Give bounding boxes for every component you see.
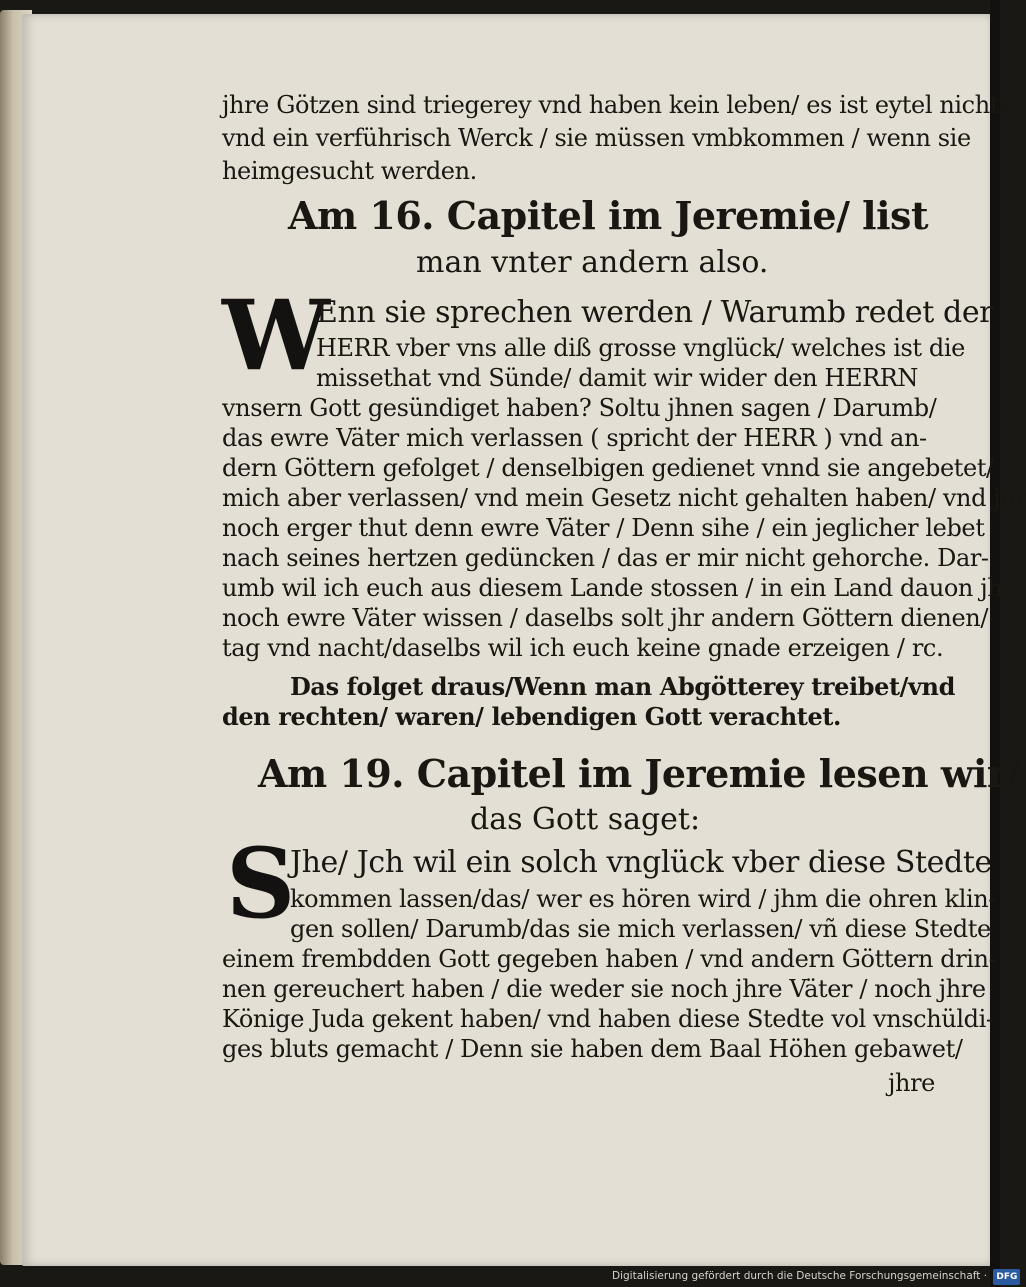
text-line: nen gereuchert haben / die weder sie noch jhre Väter / noch jhre (222, 975, 986, 1003)
catchword: jhre (888, 1069, 935, 1097)
text-line: mich aber verlassen/ vnd mein Gesetz nicht gehalten haben/ vnd jhr (222, 484, 1026, 512)
text-line: missethat vnd Sünde/ damit wir wider den HERRN (316, 364, 919, 392)
footer-credit (612, 1268, 1018, 1284)
text-line: kommen lassen/das/ wer es hören wird / jhm die ohren klin- (290, 885, 997, 913)
text-line: jhre Götzen sind triegerey vnd haben kein leben/ es ist eytel nichts/ (222, 91, 1019, 119)
section-heading: Am 19. Capitel im Jeremie lesen wir/ (258, 751, 1020, 796)
text-line: vnsern Gott gesündiget haben? Soltu jhnen sagen / Darumb/ (222, 394, 937, 422)
section-heading: Am 16. Capitel im Jeremie/ list (288, 193, 928, 238)
text-line: vnd ein verführisch Werck / sie müssen vmbkommen / wenn sie (222, 124, 971, 152)
text-line: noch erger thut denn ewre Väter / Denn sihe / ein jeglicher lebet (222, 514, 985, 542)
text-line: Enn sie sprechen werden / Warumb redet der (316, 295, 994, 330)
text-line: umb wil ich euch aus diesem Lande stossen / in ein Land dauon jhr (222, 574, 1014, 602)
text-line: nach seines hertzen gedüncken / das er mir nicht gehorche. Dar- (222, 544, 989, 572)
text-line: HERR vber vns alle diß grosse vnglück/ welches ist die (316, 334, 965, 362)
text-line: noch ewre Väter wissen / daselbs solt jhr andern Göttern dienen/ (222, 604, 989, 632)
drop-cap: W (222, 279, 330, 392)
dfg-logo-icon: DFG (993, 1269, 1020, 1285)
text-line: heimgesucht werden. (222, 157, 477, 185)
section-subheading: das Gott saget: (470, 802, 701, 837)
text-line: tag vnd nacht/daselbs wil ich euch keine gnade erzeigen / rc. (222, 634, 944, 662)
drop-cap: S (226, 827, 296, 940)
footer-text: Digitalisierung gefördert durch die Deutsche Forschungsgemeinschaft (612, 1270, 981, 1282)
text-line: ges bluts gemacht / Denn sie haben dem Baal Höhen gebawet/ (222, 1035, 963, 1063)
text-line: einem frembdden Gott gegeben haben / vnd andern Göttern drin- (222, 945, 997, 973)
text-line: gen sollen/ Darumb/das sie mich verlassen/ vñ diese Stedte (290, 915, 991, 943)
footer-separator: · (983, 1270, 988, 1282)
text-line: Jhe/ Jch wil ein solch vnglück vber diese Stedte (290, 845, 992, 880)
text-line: das ewre Väter mich verlassen ( spricht der HERR ) vnd an- (222, 424, 927, 452)
section-subheading: man vnter andern also. (416, 245, 769, 280)
text-line: Das folget draus/Wenn man Abgötterey treibet/vnd (290, 672, 955, 701)
text-line: Könige Juda gekent haben/ vnd haben diese Stedte vol vnschüldi- (222, 1005, 994, 1033)
text-line: den rechten/ waren/ lebendigen Gott verachtet. (222, 702, 841, 731)
text-line: dern Göttern gefolget / denselbigen gedienet vnnd sie angebetet/ (222, 454, 994, 482)
